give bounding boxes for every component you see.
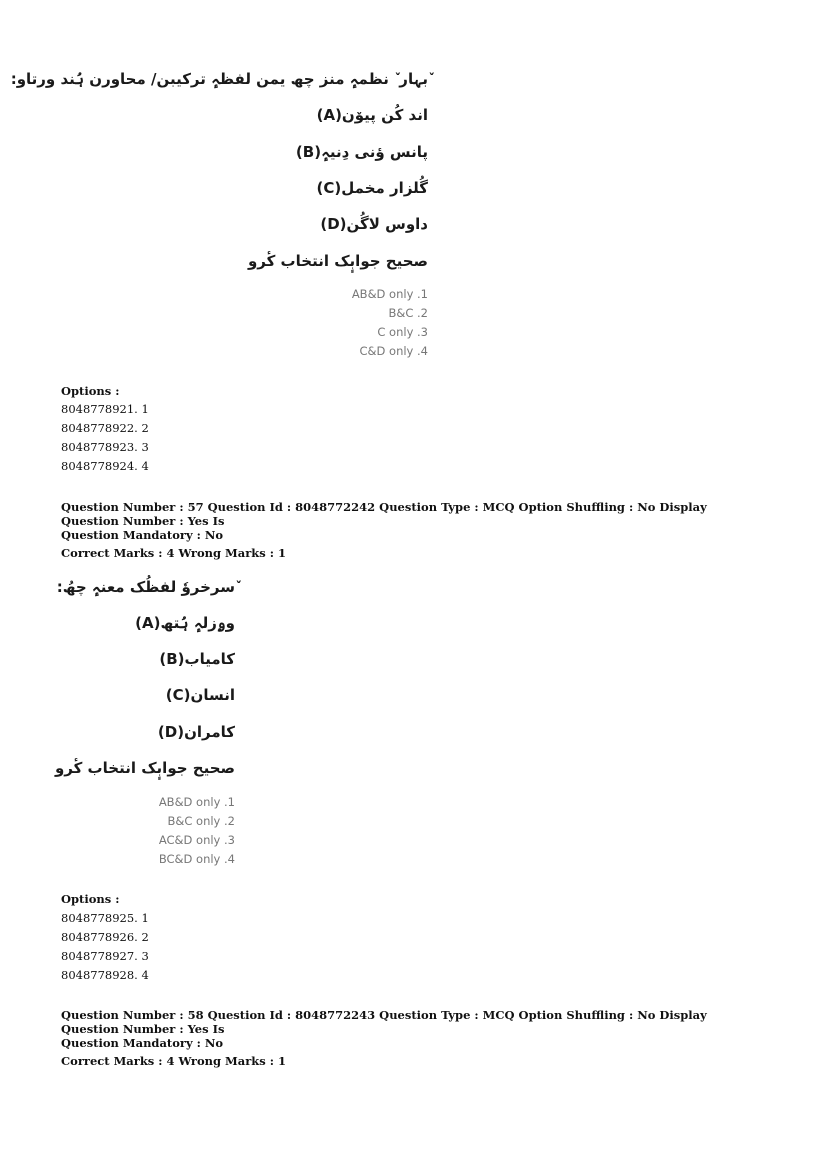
q57-choice-4: BC&D only .4 [158,852,235,866]
q57-choice-1: AB&D only .1 [158,795,235,809]
q56-option-id-1: 8048778921. 1 [61,402,149,416]
q56-choice-2: B&C .2 [388,306,428,320]
q56-option-a-text: اند کُن پیوٚن [341,106,428,124]
q56-choice-3: C only .3 [377,325,428,339]
q57-option-id-1: 8048778925. 1 [61,911,149,925]
q58-marks: Correct Marks : 4 Wrong Marks : 1 [61,1054,286,1068]
q56-option-a [307,106,428,124]
q57-option-c [156,686,235,704]
q56-option-id-2: 8048778922. 2 [61,421,149,435]
q56-option-c-text: گُلزار مخمل [341,179,428,197]
q57-option-d-label: (D) [157,723,185,741]
q57-option-c-label: (C) [165,686,191,704]
q56-question-text: ٚبہار ٚ نظمہٕ منز چھ یمن لفظہٕ ترکیبن/ محاورن ہُند ورتاو: [10,70,428,88]
q58-meta [61,1008,761,1068]
q56-option-a-label: (A) [316,106,342,124]
q57-question-text: ٚسرخروٗ لفظُک معنہٕ چھُ: [56,578,235,596]
q57-option-id-2: 8048778926. 2 [61,930,149,944]
q56-option-d-label: (D) [320,215,347,233]
q57-meta-line1: Question Number : 57 Question Id : 8048772242 Question Type : MCQ Option Shuffling : No Display Question Number : Yes Is [61,500,707,528]
q56-option-id-3: 8048778923. 3 [61,440,149,454]
q58-meta-line2: Question Mandatory : No [61,1036,224,1050]
q57-marks: Correct Marks : 4 Wrong Marks : 1 [61,546,286,560]
q57-options-title: Options : [61,892,120,906]
q56-choice-4: C&D only .4 [359,344,428,358]
q56-option-id-4: 8048778924. 4 [61,459,149,473]
q56-option-b-label: (B) [295,143,322,161]
q56-instruction: صحیح جوابٕک انتخاب کٔرو [247,252,428,270]
q57-choice-3: AC&D only .3 [158,833,235,847]
q58-meta-line1: Question Number : 58 Question Id : 8048772243 Question Type : MCQ Option Shuffling : No Display Question Number : Yes Is [61,1008,707,1036]
q57-option-c-text: انسان [190,686,235,704]
q57-option-d [148,723,235,741]
q56-question-block [10,60,428,370]
q57-option-a-label: (A) [135,614,161,632]
q56-option-d-text: داوس لاگُن [346,215,428,233]
q56-options-title: Options : [61,384,120,398]
q56-choice-1: AB&D only .1 [351,287,428,301]
q57-option-b-text: کامیاب [184,650,235,668]
q57-meta-line2: Question Mandatory : No [61,528,224,542]
q57-question-block [54,568,235,878]
q56-option-c-label: (C) [316,179,342,197]
q57-option-id-3: 8048778927. 3 [61,949,149,963]
q57-option-b-label: (B) [159,650,185,668]
q57-instruction: صحیح جوابٕک انتخاب کٔرو [54,759,235,777]
q57-option-a [125,614,235,632]
q56-option-d [310,215,428,233]
q56-option-b [286,143,428,161]
q57-option-id-4: 8048778928. 4 [61,968,149,982]
q57-option-d-text: کامران [184,723,235,741]
q56-option-c [307,179,428,197]
q56-option-b-text: پانس ؤنی دِنیہٕ [321,143,428,161]
q57-choice-2: B&C only .2 [167,814,235,828]
q57-option-a-text: وۄزلہٕ ہُتھ [160,614,235,632]
q57-meta [61,500,761,560]
q57-option-b [149,650,235,668]
